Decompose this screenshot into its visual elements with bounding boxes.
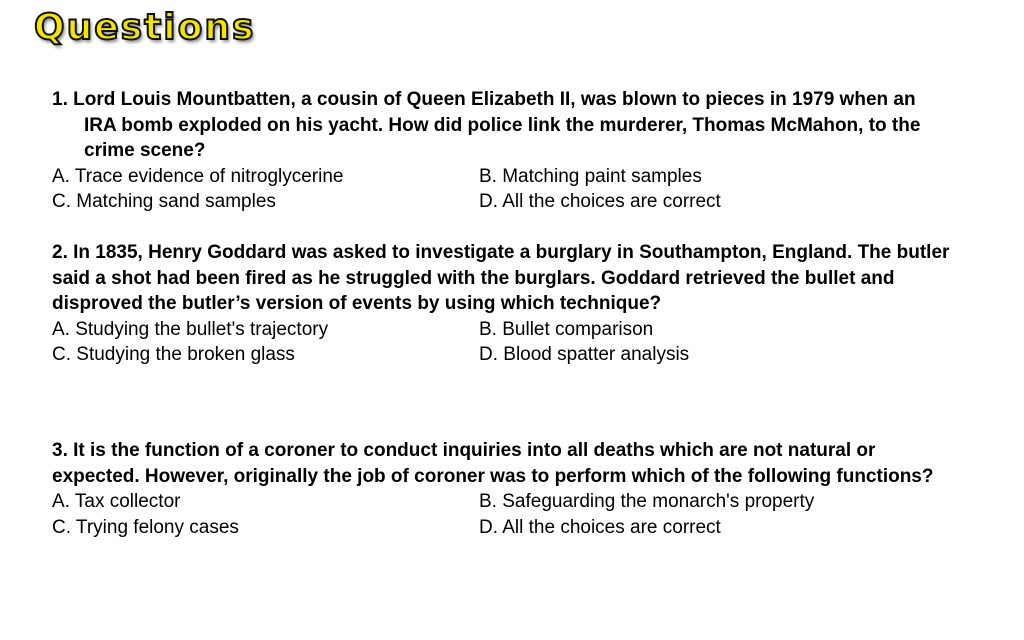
question-2-option-b: B. Bullet comparison [479, 318, 654, 340]
question-2-stem: 2. In 1835, Henry Goddard was asked to investigate a burglary in Southampton, England. The butler said a shot had been fired as he struggled with the burglars. Goddard retrieved the bullet and disproved the butler’s version of events by using which technique? [52, 242, 950, 314]
question-2-option-a: A. Studying the bullet's trajectory [52, 318, 329, 340]
question-3-options-row-2 [52, 515, 952, 541]
question-3-option-b: B. Safeguarding the monarch's property [479, 491, 815, 512]
question-1-options-row-2 [52, 189, 952, 215]
question-3-options-row-1 [52, 489, 952, 515]
question-3-option-a: A. Tax collector [52, 491, 181, 512]
question-2 [52, 240, 952, 368]
question-1-options-row-1 [52, 164, 952, 190]
question-3-stem: 3. It is the function of a coroner to conduct inquiries into all deaths which are not natural or expected. However, originally the job of coroner was to perform which of the following functions? [52, 440, 934, 487]
question-2-option-d: D. Blood spatter analysis [479, 344, 690, 365]
slide-title: Questions [34, 7, 256, 48]
question-2-options-row-2 [52, 342, 952, 368]
question-2-option-c: C. Studying the broken glass [52, 344, 295, 365]
question-3-option-d: D. All the choices are correct [479, 516, 721, 538]
question-1-stem: 1. Lord Louis Mountbatten, a cousin of Queen Elizabeth II, was blown to pieces in 1979 when an IRA bomb exploded on his yacht. How did police link the murderer, Thomas McMahon, to the crime scene? [52, 89, 921, 161]
question-3-option-c: C. Trying felony cases [52, 516, 239, 538]
question-3 [52, 438, 952, 540]
question-1-option-a: A. Trace evidence of nitroglycerine [52, 165, 344, 187]
question-1-option-c: C. Matching sand samples [52, 191, 276, 212]
question-2-options-row-1 [52, 317, 952, 343]
question-1-option-d: D. All the choices are correct [479, 191, 721, 212]
question-1 [52, 87, 952, 215]
question-1-option-b: B. Matching paint samples [479, 165, 702, 187]
